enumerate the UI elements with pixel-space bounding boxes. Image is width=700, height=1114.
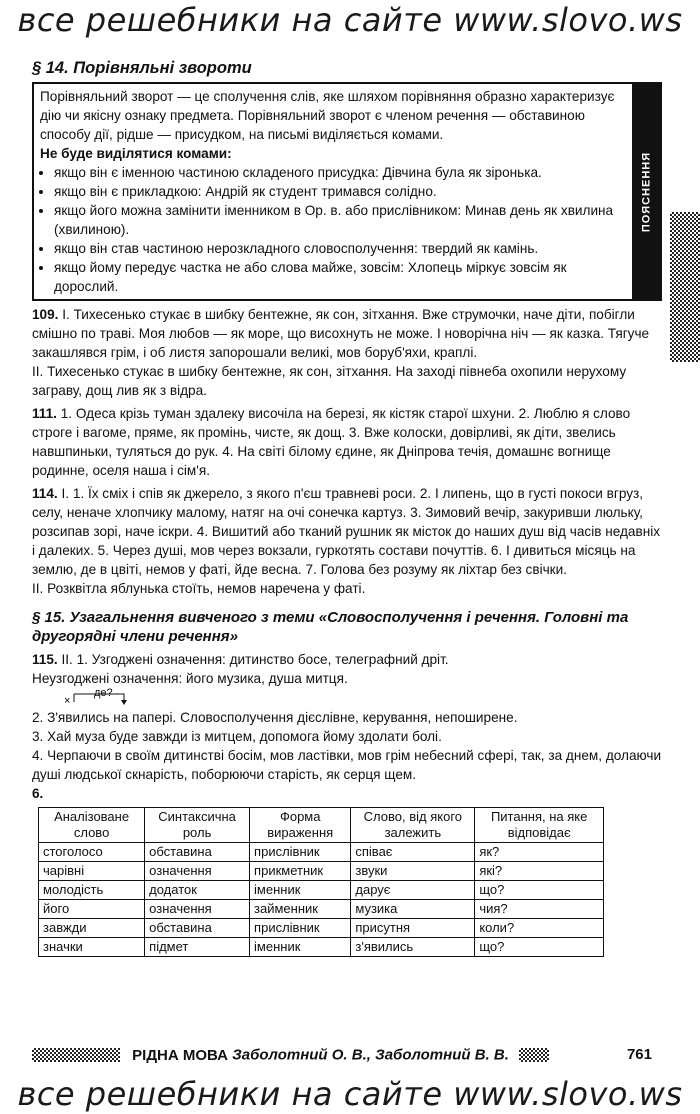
table-cell: дарує <box>351 881 475 900</box>
exercise-109 <box>32 305 662 400</box>
exercise-text: I. Тихесенько стукає в шибку бентежне, як сон, зітхання. Вже струмочки, наче діти, побігли смішно по траві. Моя любов — як море, що висохнуть не може. І новорічна ніч — як казка. Тягуче закашлявся грім, і об листя запорошали великі, мов боруб'яхи, краплі. <box>32 307 650 360</box>
rule-definition: Порівняльний зворот — це сполучення слів, яке шляхом порівняння образно характеризує дію чи якісну ознаку предмета. Порівняльний зворот є членом речення — обставиною способу дії, рідше — присудком, на письмі виділяється комами. <box>40 89 615 142</box>
table-cell: чия? <box>475 900 604 919</box>
analysis-table <box>38 807 604 957</box>
arrow-label: де? <box>94 687 113 699</box>
page-number: 761 <box>626 1046 652 1063</box>
table-cell: чарівні <box>39 862 145 881</box>
table-cell: значки <box>39 938 145 957</box>
section-14-title: § 14. Порівняльні звороти <box>32 59 252 77</box>
table-row <box>39 862 604 881</box>
exercise-115 <box>32 650 662 803</box>
exercise-text: II. 1. Узгоджені означення: дитинство босе, телеграфний дріт. <box>61 652 449 667</box>
exercise-text: Неузгоджені означення: його музика, душа митця. <box>32 671 348 686</box>
checker-pattern <box>670 212 700 362</box>
table-header: Форма вираження <box>250 808 351 843</box>
table-cell: присутня <box>351 919 475 938</box>
exercise-number: 111. <box>32 406 57 421</box>
rule-list <box>40 163 624 296</box>
table-cell: як? <box>475 843 604 862</box>
rule-item: • якщо він є прикладкою: Андрій як студент тримався солідно. <box>54 182 624 201</box>
table-header-row <box>39 808 604 843</box>
table-cell: що? <box>475 881 604 900</box>
rule-box <box>32 82 662 301</box>
table-cell: стоголосо <box>39 843 145 862</box>
table-cell: співає <box>351 843 475 862</box>
table-cell: з'явились <box>351 938 475 957</box>
exercise-text: II. Тихесенько стукає в шибку бентежне, як сон, зітхання. На заході півнеба охопили нерухому заграву, дощ лив як з відра. <box>32 364 627 398</box>
table-cell: займенник <box>250 900 351 919</box>
exercise-text: 2. З'явились на папері. Словосполучення дієслівне, керування, непоширене. <box>32 710 518 725</box>
footer-pattern <box>519 1048 549 1062</box>
table-cell: іменник <box>250 881 351 900</box>
svg-text:×: × <box>64 695 71 707</box>
table-cell: завжди <box>39 919 145 938</box>
table-cell: прислівник <box>250 843 351 862</box>
footer-pattern <box>32 1048 120 1062</box>
table-cell: молодість <box>39 881 145 900</box>
explanation-tab-label: ПОЯСНЕННЯ <box>640 151 653 232</box>
table-row <box>39 900 604 919</box>
exercise-text: 4. Черпаючи в своїм дитинстві босім, мов ластівки, мов грім небесний сфері, так, за днем, долаючи душі людської скнарість, поборюючи старість, як серця щем. <box>32 748 662 782</box>
table-header: Аналізоване слово <box>39 808 145 843</box>
exercise-text: 6. <box>32 786 44 801</box>
rule-not-separated: Не буде виділятися комами: <box>40 146 232 161</box>
table-header: Синтаксична роль <box>145 808 250 843</box>
exercise-111 <box>32 404 662 480</box>
table-cell: які? <box>475 862 604 881</box>
table-cell: додаток <box>145 881 250 900</box>
exercise-text: 3. Хай муза буде завжди із митцем, допомога йому здолати болі. <box>32 729 442 744</box>
page-footer <box>32 1046 662 1066</box>
book-title: РІДНА МОВА <box>132 1046 228 1064</box>
rule-item: • якщо його можна замінити іменником в Ор. в. або прислівником: Минав день як хвилина (хвилиною). <box>54 201 624 239</box>
table-cell: що? <box>475 938 604 957</box>
explanation-tab <box>632 82 662 301</box>
table-row <box>39 843 604 862</box>
exercise-text: 1. Одеса крізь туман здалеку височіла на березі, як кістяк старої шхуни. 2. Люблю я слово строге і вагоме, пряме, як промінь, чисте, як дощ. 3. Вже колоски, довірливі, як діти, звелись навшпиньки, туляться до рук. 4. На світі білому єдине, як Дніпрова течія, домашнє вогнище родинне, оселя наша і сім'я. <box>32 406 631 478</box>
exercise-number: 109. <box>32 307 59 322</box>
table-row <box>39 919 604 938</box>
book-authors: Заболотний О. В., Заболотний В. В. <box>232 1046 509 1064</box>
table-header: Слово, від якого залежить <box>351 808 475 843</box>
table-cell: звуки <box>351 862 475 881</box>
table-cell: коли? <box>475 919 604 938</box>
arrow-diagram-icon <box>62 688 182 708</box>
rule-item: • якщо йому передує частка не або слова майже, зовсім: Хлопець міркує зовсім як дорослий. <box>54 258 624 296</box>
parse-arrow <box>62 688 662 708</box>
page-content <box>32 58 662 957</box>
exercise-text: I. 1. Їх сміх і спів як джерело, з якого п'єш травневі роси. 2. І липень, що в густі покоси вгруз, селу, неначе хлопчику малому, натяг на очі сонечка картуз. 3. Зимовий вечір, закуривши люльку, розсипав зорі, наче іскри. 4. Вишитий або тканий рушник як місток до наших душ від часів недавніх і далеких. 5. Через душі, мов через вокзали, гуркотять состави почуттів. 6. І дивиться місяць на землю, де в цвіті, немов у фаті, йде весна. 7. Голова без розуму як ліхтар без свічки. <box>32 486 661 577</box>
section-15-title: § 15. Узагальнення вивченого з теми «Словосполучення і речення. Головні та другорядні члени речення» <box>32 609 629 645</box>
table-cell: означення <box>145 900 250 919</box>
table-cell: його <box>39 900 145 919</box>
table-cell: музика <box>351 900 475 919</box>
table-cell: обставина <box>145 919 250 938</box>
table-row <box>39 938 604 957</box>
rule-item: • якщо він є іменною частиною складеного присудка: Дівчина була як зіронька. <box>54 163 624 182</box>
site-banner-bottom: все решебники на сайте www.slovo.ws <box>0 1074 700 1114</box>
table-cell: підмет <box>145 938 250 957</box>
table-cell: іменник <box>250 938 351 957</box>
exercise-114 <box>32 484 662 598</box>
rule-item: • якщо він став частиною нерозкладного словосполучення: твердий як камінь. <box>54 239 624 258</box>
table-cell: обставина <box>145 843 250 862</box>
table-cell: прикметник <box>250 862 351 881</box>
exercise-text: II. Розквітла яблунька стоїть, немов наречена у фаті. <box>32 581 366 596</box>
table-cell: прислівник <box>250 919 351 938</box>
exercise-number: 115. <box>32 652 58 667</box>
site-banner-top: все решебники на сайте www.slovo.ws <box>0 0 700 40</box>
exercise-number: 114. <box>32 486 58 501</box>
table-cell: означення <box>145 862 250 881</box>
table-row <box>39 881 604 900</box>
table-header: Питання, на яке відповідає <box>475 808 604 843</box>
